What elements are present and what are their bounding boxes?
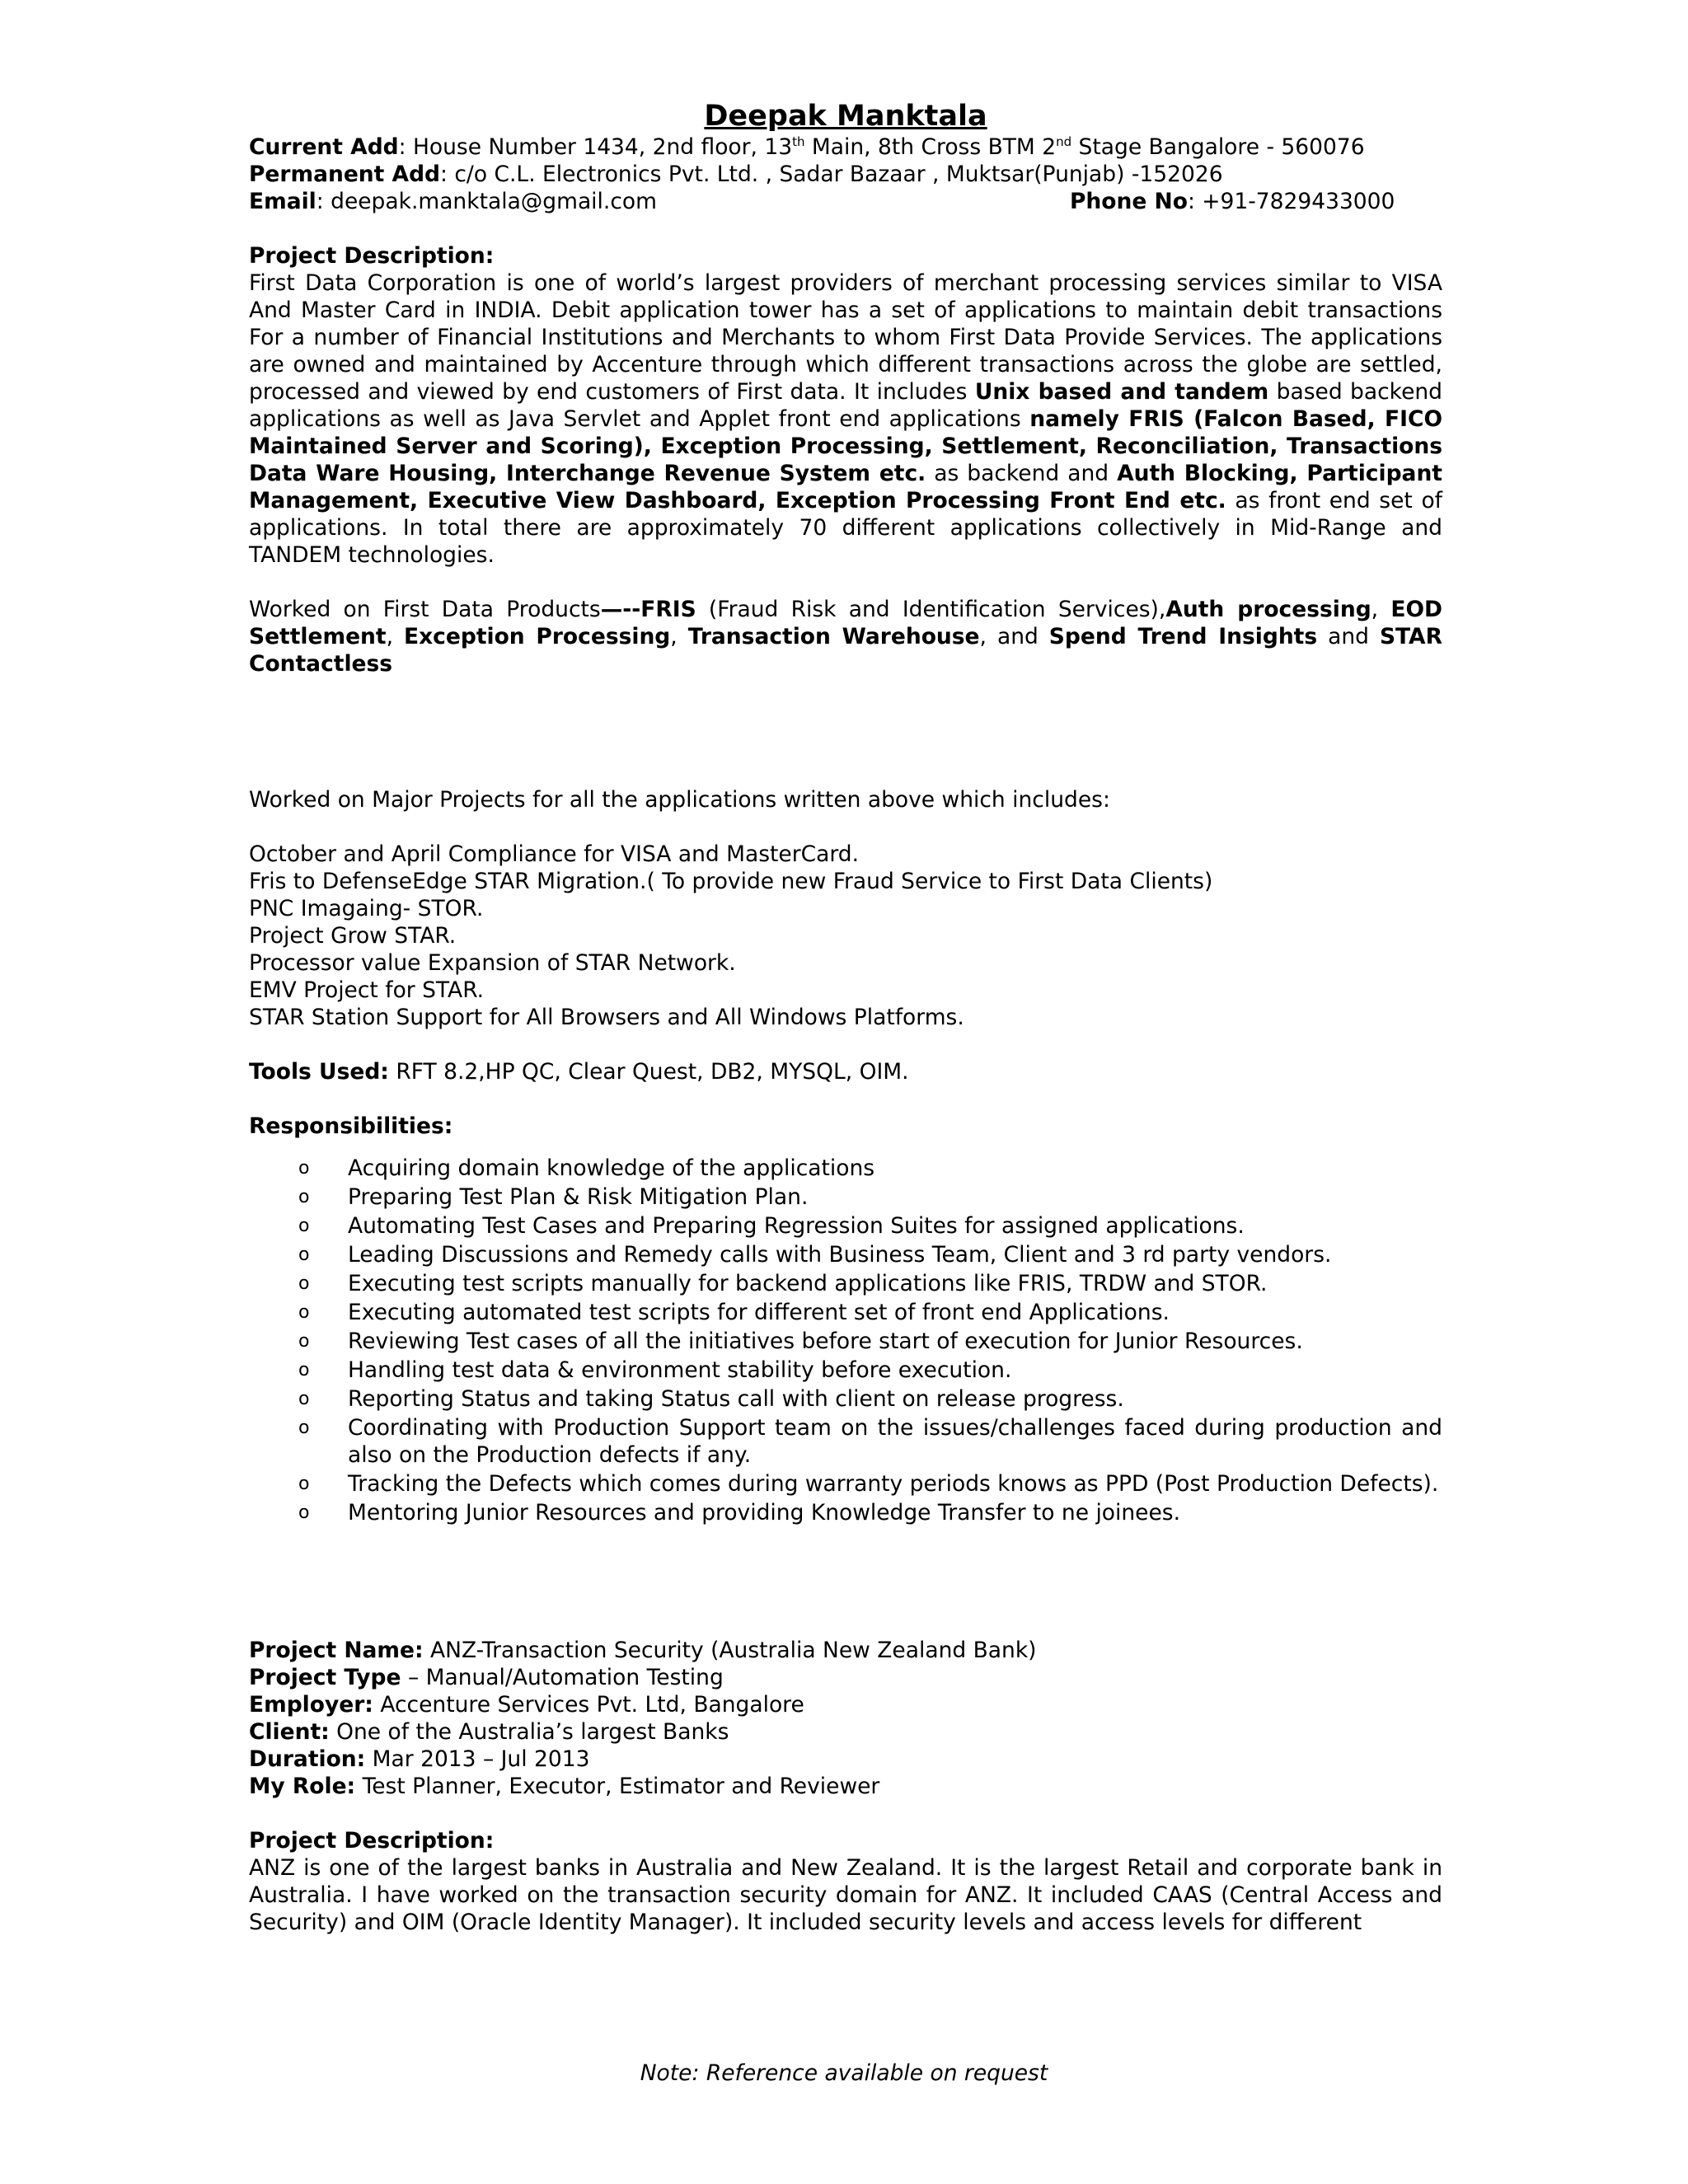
product-name: Auth processing	[1165, 597, 1372, 622]
major-project-item: STAR Station Support for All Browsers and All Windows Platforms.	[249, 1005, 964, 1030]
tools-label: Tools Used:	[249, 1059, 389, 1085]
major-project-item: Project Grow STAR.	[249, 923, 457, 949]
anz-duration	[249, 1746, 1442, 1773]
current-address-text: : House Number 1434, 2nd floor, 13	[398, 134, 793, 160]
email-label: Email	[249, 189, 316, 214]
resume-page	[249, 99, 1442, 1936]
major-project-item: EMV Project for STAR.	[249, 977, 485, 1003]
tools-used	[249, 1058, 1442, 1085]
product-name: EOD Settlement	[249, 597, 1442, 649]
contact-row	[249, 188, 1442, 215]
field-label: Duration:	[249, 1746, 366, 1772]
field-label: Project Name:	[249, 1638, 424, 1663]
phone-label: Phone No	[1070, 189, 1188, 214]
responsibilities-list	[249, 1155, 1442, 1526]
tools-value: RFT 8.2,HP QC, Clear Quest, DB2, MYSQL, OIM.	[388, 1059, 909, 1085]
permanent-address-value: : c/o C.L. Electronics Pvt. Ltd. , Sadar Bazaar , Muktsar(Punjab) -152026	[440, 162, 1223, 187]
products-text: and	[1317, 624, 1380, 649]
products-dash: —--	[600, 597, 641, 622]
responsibility-item: o Leading Discussions and Remedy calls with Business Team, Client and 3 rd party vendors.	[249, 1241, 1442, 1268]
anz-role	[249, 1773, 1442, 1800]
responsibilities-heading: Responsibilities:	[249, 1113, 453, 1139]
desc-bold: Unix based and tandem	[974, 379, 1269, 405]
responsibility-item: o Handling test data & environment stability before execution.	[249, 1357, 1442, 1384]
responsibility-item: o Coordinating with Production Support team on the issues/challenges faced during production and also on the Production defects if any.	[249, 1414, 1442, 1469]
responsibility-item: o Mentoring Junior Resources and providing Knowledge Transfer to ne joinees.	[249, 1499, 1442, 1526]
current-address	[249, 134, 1442, 161]
desc-bold: Auth Blocking, Participant Management, Executive View Dashboard, Exception Processing Front End etc.	[249, 461, 1442, 513]
field-value: One of the Australia’s largest Banks	[329, 1719, 729, 1745]
current-address-text: Stage Bangalore - 560076	[1071, 134, 1365, 160]
products-text: Worked on First Data Products	[249, 597, 601, 622]
major-project-item: Fris to DefenseEdge STAR Migration.( To provide new Fraud Service to First Data Clients)	[249, 869, 1213, 894]
field-value: Mar 2013 – Jul 2013	[365, 1746, 590, 1772]
current-address-text: Main, 8th Cross BTM 2	[804, 134, 1057, 160]
major-project-item: October and April Compliance for VISA and MasterCard.	[249, 841, 860, 867]
section-heading: Project Description:	[249, 1828, 495, 1854]
products-text: (Fraud Risk and Identification Services),	[696, 597, 1166, 622]
anz-project-description: ANZ is one of the largest banks in Australia and New Zealand. It is the largest Retail and corporate bank in Australia. I have worked on the transaction security domain for ANZ. It included CAAS (Central Access and Security) and OIM (Oracle Identity Manager). It included security levels and access levels for different	[249, 1855, 1442, 1935]
email	[249, 189, 657, 214]
products-text: ,	[670, 624, 688, 649]
responsibility-item: o Reviewing Test cases of all the initiatives before start of execution for Junior Resources.	[249, 1328, 1442, 1355]
section-heading: Project Description:	[249, 243, 495, 269]
field-label: My Role:	[249, 1774, 356, 1799]
phone	[1070, 188, 1395, 215]
product-name: Spend Trend Insights	[1048, 624, 1318, 649]
superscript: th	[792, 134, 805, 150]
desc-bold: namely FRIS (Falcon Based, FICO Maintained Server and Scoring), Exception Processing, Settlement, Reconciliation, Transactions Data Ware Housing, Interchange Revenue System etc.	[249, 406, 1442, 486]
anz-project-name	[249, 1637, 1442, 1664]
responsibility-item: o Executing test scripts manually for backend applications like FRIS, TRDW and STOR.	[249, 1270, 1442, 1297]
product-name: Transaction Warehouse	[687, 624, 980, 649]
anz-project-type	[249, 1664, 1442, 1691]
product-name: FRIS	[640, 597, 696, 622]
anz-employer	[249, 1691, 1442, 1718]
current-address-label: Current Add	[249, 134, 399, 160]
candidate-name: Deepak Manktala	[704, 100, 987, 133]
product-name: Exception Processing	[403, 624, 671, 649]
field-value: ANZ-Transaction Security (Australia New Zealand Bank)	[423, 1638, 1037, 1663]
field-value: Accenture Services Pvt. Ltd, Bangalore	[373, 1692, 804, 1718]
desc-text: as backend and	[926, 461, 1118, 486]
desc-text: First Data Corporation is one of world’s largest providers of merchant processing services similar to VISA And Master Card in INDIA. Debit application tower has a set of applications to maintain debit transactions For a number of Financial Institutions and Merchants to whom First Data Provide Services. The applications are owned and maintained by Accenture through which different transactions across the globe are settled, processed and viewed by end customers of First data. It includes	[249, 270, 1442, 405]
superscript: nd	[1056, 134, 1072, 150]
products-text: ,	[1371, 597, 1391, 622]
project-description	[249, 269, 1442, 569]
footer-note: Note: Reference available on request	[640, 2060, 1048, 2086]
desc-text: as front end set of applications. In total there are approximately 70 different applications collectively in Mid-Range and TANDEM technologies.	[249, 488, 1442, 568]
anz-client	[249, 1718, 1442, 1746]
major-project-item: Processor value Expansion of STAR Network.	[249, 950, 736, 976]
responsibility-item: o Executing automated test scripts for different set of front end Applications.	[249, 1299, 1442, 1326]
responsibility-item: o Reporting Status and taking Status call with client on release progress.	[249, 1385, 1442, 1413]
responsibility-item: o Tracking the Defects which comes during warranty periods knows as PPD (Post Production Defects).	[249, 1470, 1442, 1497]
desc-text: based backend applications as well as Java Servlet and Applet front end applications	[249, 379, 1442, 432]
phone-value: : +91-7829433000	[1187, 189, 1395, 214]
responsibility-item: o Preparing Test Plan & Risk Mitigation Plan.	[249, 1183, 1442, 1211]
products-text: , and	[979, 624, 1049, 649]
products-text: ,	[386, 624, 404, 649]
major-project-item: PNC Imagaing- STOR.	[249, 896, 484, 921]
product-name: STAR Contactless	[249, 624, 1442, 677]
field-value: – Manual/Automation Testing	[401, 1665, 724, 1690]
permanent-address	[249, 161, 1442, 188]
responsibility-item: o Automating Test Cases and Preparing Regression Suites for assigned applications.	[249, 1212, 1442, 1240]
email-value: : deepak.manktala@gmail.com	[316, 189, 657, 214]
field-label: Employer:	[249, 1692, 373, 1718]
field-value: Test Planner, Executor, Estimator and Reviewer	[355, 1774, 880, 1799]
field-label: Client:	[249, 1719, 330, 1745]
field-label: Project Type	[249, 1665, 401, 1690]
responsibility-item: o Acquiring domain knowledge of the applications	[249, 1155, 1442, 1182]
permanent-address-label: Permanent Add	[249, 162, 441, 187]
worked-on-products	[249, 596, 1442, 677]
major-projects-intro: Worked on Major Projects for all the applications written above which includes:	[249, 787, 1110, 813]
